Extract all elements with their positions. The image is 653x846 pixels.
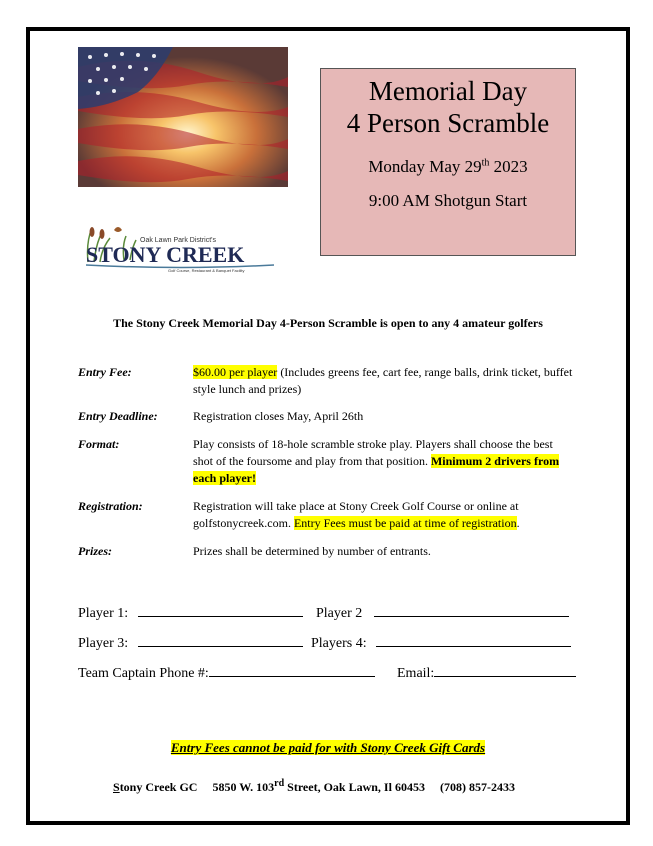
email-line[interactable]: [434, 662, 576, 677]
player2-line[interactable]: [374, 602, 569, 617]
entry-fee-value: $60.00 per player (Includes greens fee, cart fee, range balls, drink ticket, buffet style lunch and prizes): [193, 365, 573, 396]
entry-deadline-label: Entry Deadline:: [78, 409, 158, 423]
player2-field[interactable]: [316, 602, 569, 622]
player4-field[interactable]: [311, 632, 571, 652]
stony-creek-logo: [82, 222, 282, 274]
event-time: 9:00 AM Shotgun Start: [368, 191, 528, 210]
event-title-line1: Memorial Day: [368, 76, 528, 106]
gift-card-notice: Entry Fees cannot be paid for with Stony Creek Gift Cards: [170, 740, 486, 755]
prizes-value: Prizes shall be determined by number of entrants.: [193, 544, 431, 558]
player1-label: Player 1:: [78, 606, 129, 621]
footer-contact: Stony Creek GC 5850 W. 103rd Street, Oak Lawn, Il 60453 (708) 857-2433: [113, 778, 515, 794]
player1-line[interactable]: [138, 602, 303, 617]
american-flag-image: [78, 47, 288, 187]
captain-phone-field[interactable]: [78, 662, 375, 682]
event-title-box: [320, 68, 576, 256]
event-date: Monday May 29th 2023: [368, 157, 528, 176]
registration-label: Registration:: [78, 499, 143, 513]
entry-deadline-value: Registration closes May, April 26th: [193, 409, 364, 423]
email-label: Email:: [397, 666, 435, 681]
player1-field[interactable]: [78, 602, 303, 622]
logo-top-text: Oak Lawn Park District's: [140, 237, 217, 244]
prizes-label: Prizes:: [78, 544, 112, 558]
player3-label: Player 3:: [78, 636, 129, 651]
email-field[interactable]: [397, 662, 576, 682]
entry-fee-label: Entry Fee:: [78, 365, 132, 379]
player3-line[interactable]: [138, 632, 303, 647]
event-title-line2: 4 Person Scramble: [346, 108, 550, 138]
logo-name: STONY CREEK: [86, 242, 245, 267]
intro-text: The Stony Creek Memorial Day 4-Person Scramble is open to any 4 amateur golfers: [113, 316, 543, 330]
player4-line[interactable]: [376, 632, 571, 647]
captain-phone-line[interactable]: [209, 662, 375, 677]
format-label: Format:: [78, 437, 120, 451]
registration-value: Registration will take place at Stony Creek Golf Course or online at golfstonycreek.com. Entry Fees must be paid at time of registration.: [193, 499, 520, 530]
format-value: Play consists of 18-hole scramble stroke play. Players shall choose the best shot of the foursome and play from that position. Minimum 2 drivers from each player!: [193, 437, 560, 485]
captain-phone-label: Team Captain Phone #:: [78, 666, 209, 681]
player3-field[interactable]: [78, 632, 303, 652]
logo-sub-text: Golf Course, Restaurant & Banquet Facility: [168, 268, 245, 273]
player2-label: Player 2: [316, 606, 363, 621]
player4-label: Players 4:: [311, 636, 367, 651]
